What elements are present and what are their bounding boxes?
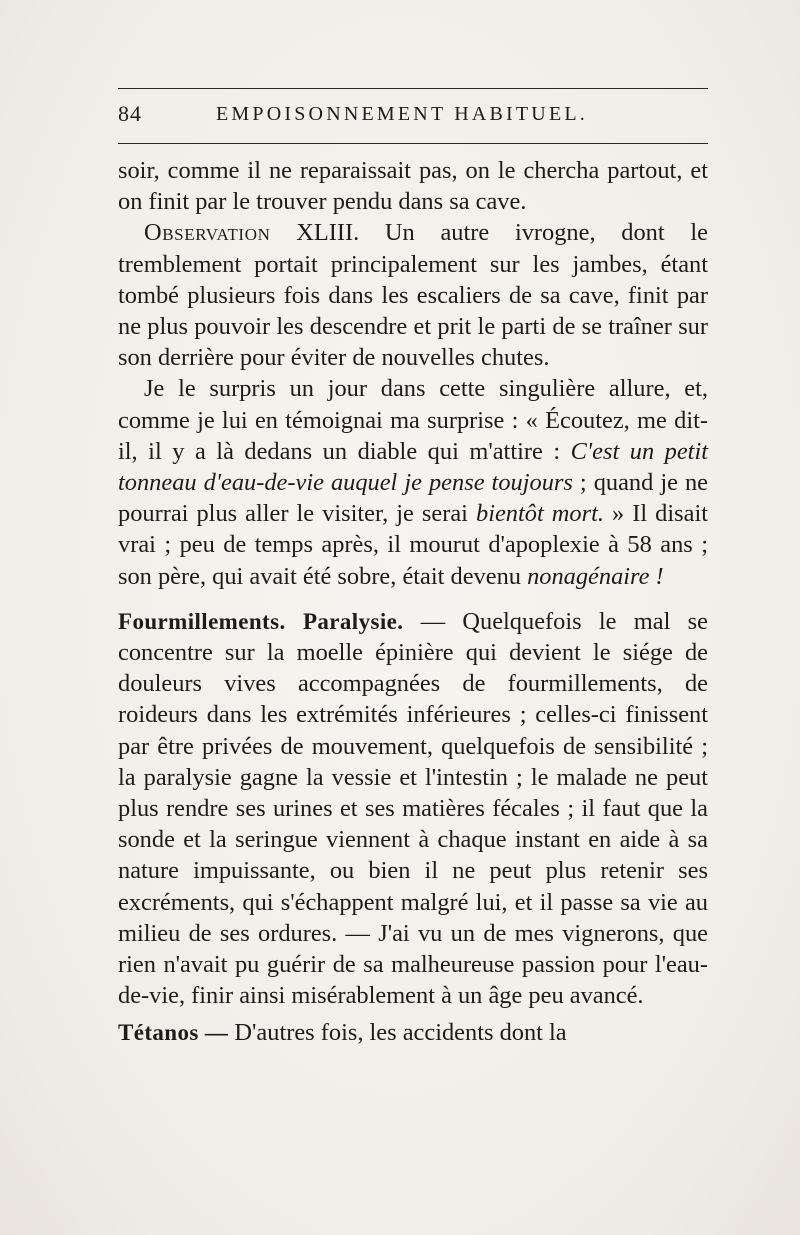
italic-word: nonagénaire ! bbox=[527, 562, 664, 590]
paragraph-paralysie bbox=[118, 606, 708, 1012]
paragraph-text: ; quand je ne pourrai plus aller le visiter, je serai bbox=[118, 469, 708, 528]
header-bottom-rule bbox=[118, 143, 708, 144]
paragraph-text: soir, comme il ne reparaissait pas, on le chercha partout, et on finit par le trouver pendu dans sa cave. bbox=[118, 157, 708, 216]
running-title: EMPOISONNEMENT HABITUEL. bbox=[216, 103, 588, 125]
page-number: 84 bbox=[118, 101, 142, 126]
section-heading-fourmillements: Fourmillements. Paralysie. bbox=[118, 608, 404, 634]
paragraph-observation bbox=[118, 217, 708, 373]
body-text bbox=[118, 155, 708, 1049]
paragraph-text: — Quelquefois le mal se concentre sur la moelle épinière qui devient le siége de douleurs vives accompagnées de fourmillements, de roideurs dans les extrémités inférieures ; celles-ci finissent par être privées de mouvement, quelquefois de sensibilité ; la paralysie gagne la vessie et l'intestin ; le malade ne peut plus rendre ses urines et ses matières fécales ; il faut que la sonde et la seringue viennent à chaque instant en aide à sa nature impuissante, ou bien il ne peut plus retenir ses excréments, qui s'échappent malgré lui, et il passe sa vie au milieu de ses ordures. — J'ai vu un de mes vignerons, que rien n'avait pu guérir de sa malheureuse passion pour l'eau-de-vie, finir ainsi misérablement à un âge peu avancé. bbox=[118, 607, 708, 1010]
paragraph-text: » Il disait vrai ; peu de temps après, il mourut d'apoplexie à 58 ans ; son père, qui avait été sobre, était devenu bbox=[118, 500, 708, 590]
paragraph-anecdote bbox=[118, 373, 708, 591]
italic-quote: C'est un petit tonneau d'eau-de-vie auquel je pense toujours bbox=[118, 437, 709, 497]
running-head bbox=[118, 98, 708, 130]
paragraph-text: Je le surpris un jour dans cette singulière allure, et, comme je lui en témoignai ma surprise : « Écoutez, me dit-il, il y a là dedans un diable qui m'attire : bbox=[118, 375, 708, 465]
observation-label: Observation bbox=[144, 219, 271, 247]
observation-number: XLIII. bbox=[296, 219, 360, 247]
italic-quote: bientôt mort. bbox=[476, 500, 604, 528]
paragraph-continuation bbox=[118, 155, 708, 217]
section-heading-tetanos: Tétanos — bbox=[118, 1020, 229, 1046]
paragraph-tetanos bbox=[118, 1017, 708, 1048]
paragraph-text: Un autre ivrogne, dont le tremblement portait principalement sur les jambes, étant tombé plusieurs fois dans les escaliers de sa cave, finit par ne plus pouvoir les descendre et prit le parti de se traîner sur son derrière pour éviter de nouvelles chutes. bbox=[118, 219, 708, 372]
header-top-rule bbox=[118, 88, 708, 89]
paragraph-text: D'autres fois, les accidents dont la bbox=[228, 1019, 567, 1047]
